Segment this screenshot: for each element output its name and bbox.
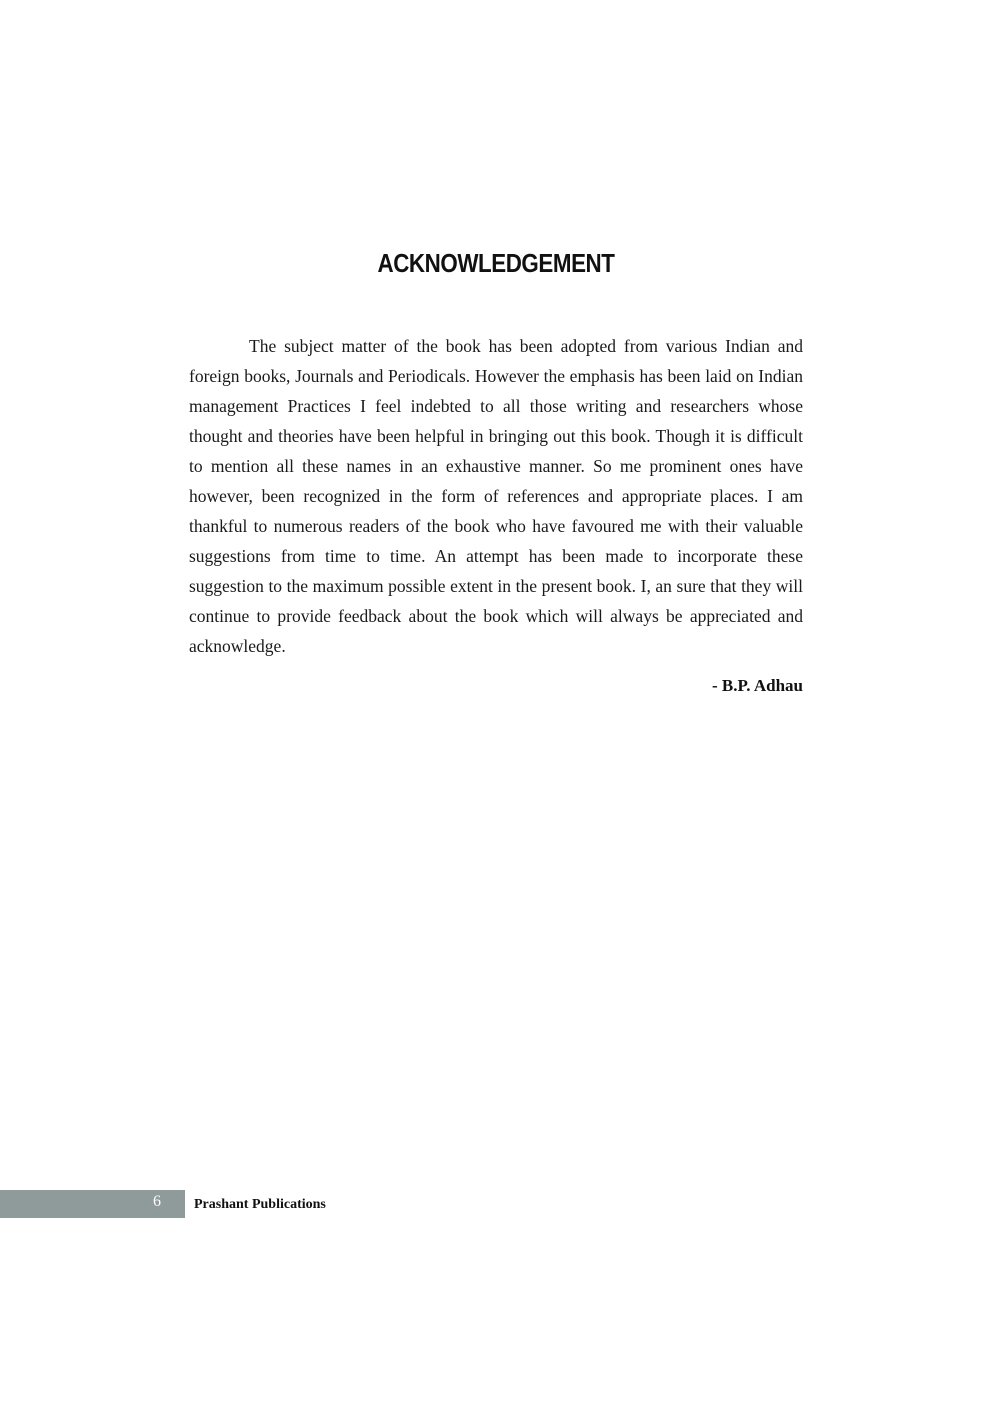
acknowledgement-paragraph: The subject matter of the book has been adopted from various Indian and foreign books, Journals and Periodicals. However the emphasis has been laid on Indian management Practices I feel indebted to all those writing and researchers whose thought and theories have been helpful in bringing out this book. Though it is difficult to mention all these names in an exhaustive manner. So me prominent ones have however, been recognized in the form of references and appropriate places. I am thankful to numerous readers of the book who have favoured me with their valuable suggestions from time to time. An attempt has been made to incorporate these suggestion to the maximum possible extent in the present book. I, an sure that they will continue to provide feedback about the book which will always be appreciated and acknowledge. — [189, 336, 803, 656]
publisher-name: Prashant Publications — [194, 1197, 326, 1212]
author-signature: - B.P. Adhau — [711, 676, 803, 695]
page-number: 6 — [153, 1193, 161, 1210]
page-title: ACKNOWLEDGEMENT — [377, 248, 615, 278]
